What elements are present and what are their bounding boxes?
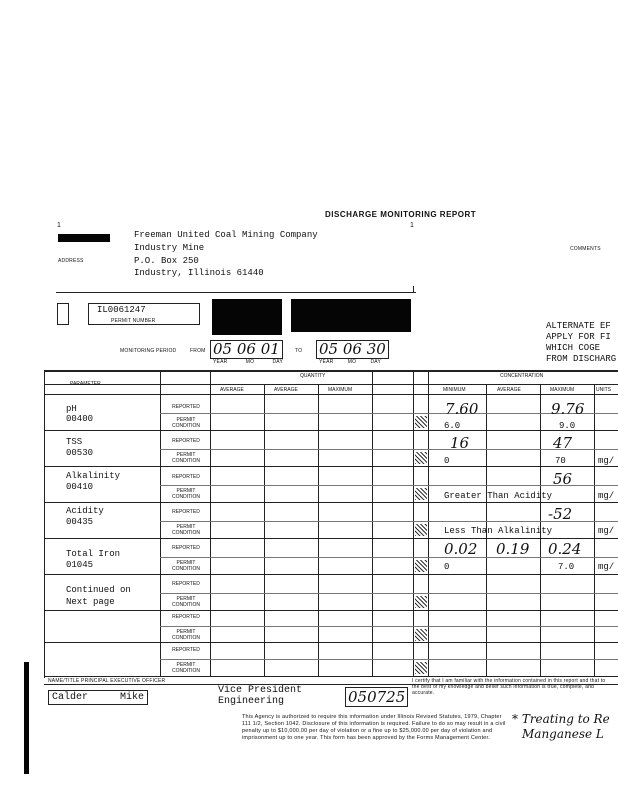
hatch-cell <box>415 629 427 641</box>
units-value: mg/ <box>598 526 615 536</box>
mid-rule <box>160 659 618 660</box>
reported-label: REPORTED <box>172 581 200 587</box>
col-rule <box>594 384 595 676</box>
reported-label: REPORTED <box>172 438 200 444</box>
redaction-box <box>212 299 282 335</box>
average-header: AVERAGE <box>497 387 521 393</box>
side-note-line: FROM DISCHARG <box>546 354 617 364</box>
maximum-header: MAXIMUM <box>328 387 353 393</box>
handwritten-note <box>512 712 610 742</box>
month-label: MO <box>347 359 357 365</box>
param-code: 00530 <box>66 448 94 458</box>
date-sub-labels <box>213 359 283 365</box>
min-permit-value: 6.0 <box>444 421 461 431</box>
year-label: YEAR <box>213 359 228 365</box>
report-title: DISCHARGE MONITORING REPORT <box>325 210 477 219</box>
units-header: UNITS <box>596 387 611 393</box>
to-date <box>316 340 389 359</box>
reported-label: REPORTED <box>172 509 200 515</box>
officer-title-line: Vice President <box>218 685 303 696</box>
permit-label: PERMIT CONDITION <box>171 596 201 608</box>
from-day: 01 <box>260 340 280 358</box>
param-name: Alkalinity <box>66 471 121 481</box>
side-note-line: ALTERNATE EF <box>546 321 611 331</box>
param-name: pH <box>66 404 77 414</box>
officer-last-name: Calder <box>52 692 89 703</box>
hatch-cell <box>415 416 427 428</box>
param-code: 00410 <box>66 482 94 492</box>
reported-label: REPORTED <box>172 545 200 551</box>
max-permit-value: 7.0 <box>558 562 575 572</box>
permit-box-left <box>57 303 69 325</box>
handwritten-note-line: Manganese L <box>522 727 604 741</box>
officer-label: NAME/TITLE PRINCIPAL EXECUTIVE OFFICER <box>48 678 166 684</box>
row-rule <box>44 642 618 643</box>
hatch-cell <box>415 488 427 500</box>
row-rule <box>44 430 618 431</box>
col-rule <box>160 372 161 676</box>
to-month: 06 <box>342 340 362 358</box>
concentration-header: CONCENTRATION <box>500 373 544 379</box>
max-reported-value: 0.24 <box>548 540 582 558</box>
header-right-tick <box>413 286 414 293</box>
from-year: 05 <box>213 340 233 358</box>
agency-text: This Agency is authorized to require this information under Illinois Revised Statutes, 1979, Chapter 111 1/2, Section 1042. Disclosure of this information is required. Failure to do so may result in a civil penalty up to $10,000.00 per day of violation or a fine up to $25,000.00 per day of violation and imprisonment up to one year. This form has been approved by the Forms Management Center. <box>242 714 506 741</box>
average-header: AVERAGE <box>220 387 244 393</box>
certify-text: I certify that I am familiar with the information contained in this report and that to the best of my knowledge and belief such information is true, complete, and accurate. <box>412 678 606 696</box>
col-rule <box>318 384 319 676</box>
side-note-line: APPLY FOR FI <box>546 332 611 342</box>
officer-title <box>218 685 302 707</box>
units-value: mg/ <box>598 491 615 501</box>
day-label: DAY <box>370 359 381 365</box>
hatch-cell <box>415 596 427 608</box>
hatch-cell <box>415 662 427 674</box>
param-name: Acidity <box>66 506 104 516</box>
col-rule <box>264 384 265 676</box>
param-code: 00400 <box>66 414 94 424</box>
row-rule <box>44 538 618 539</box>
mid-rule <box>160 593 618 594</box>
permit-label: PERMIT CONDITION <box>171 417 201 429</box>
monitoring-period-label: MONITORING PERIOD <box>120 348 177 354</box>
min-permit-value: Less Than Alkalinity <box>444 526 553 536</box>
redaction-bar <box>24 662 29 774</box>
hatch-cell <box>415 524 427 536</box>
to-label: TO <box>295 348 303 354</box>
row-rule <box>44 502 618 503</box>
hatch-cell <box>415 452 427 464</box>
quantity-header: QUANTITY <box>300 373 326 379</box>
reported-label: REPORTED <box>172 647 200 653</box>
header-divider <box>56 292 416 293</box>
facility-name: Industry Mine <box>134 243 205 253</box>
param-code: 00435 <box>66 517 94 527</box>
mid-rule <box>160 413 618 414</box>
mid-rule <box>160 485 618 486</box>
permit-number-label: PERMIT NUMBER <box>111 318 156 324</box>
max-reported-value: 47 <box>553 434 573 452</box>
reported-label: REPORTED <box>172 614 200 620</box>
max-permit-value: 70 <box>555 456 566 466</box>
reported-label: REPORTED <box>172 404 200 410</box>
side-note <box>546 321 616 365</box>
to-day: 30 <box>366 340 386 358</box>
day-label: DAY <box>272 359 283 365</box>
units-value: mg/ <box>598 456 615 466</box>
permit-label: PERMIT CONDITION <box>171 524 201 536</box>
corner-mark: 1 <box>57 222 61 229</box>
param-name: TSS <box>66 437 83 447</box>
hatch-cell <box>415 560 427 572</box>
max-permit-value: 9.0 <box>559 421 576 431</box>
min-permit-value: Greater Than Acidity <box>444 491 553 501</box>
officer-name <box>48 690 148 705</box>
comments-label: COMMENTS <box>570 246 601 252</box>
min-permit-value: 0 <box>444 562 450 572</box>
param-name: Total Iron <box>66 549 121 559</box>
col-rule <box>372 372 373 676</box>
address-line1: P.O. Box 250 <box>134 256 199 266</box>
min-permit-value: 0 <box>444 456 450 466</box>
row-rule <box>44 676 618 677</box>
from-date <box>210 340 283 359</box>
max-reported-value: -52 <box>548 505 573 523</box>
table-header-rule <box>44 394 618 395</box>
to-year: 05 <box>319 340 339 358</box>
mid-rule <box>160 626 618 627</box>
permittee-name: Freeman United Coal Mining Company <box>134 230 318 240</box>
permit-number: IL0061247 <box>97 305 146 315</box>
col-rule <box>413 372 414 676</box>
minimum-header: MINIMUM <box>443 387 466 393</box>
mid-rule <box>160 449 618 450</box>
reported-label: REPORTED <box>172 474 200 480</box>
table-header-rule <box>44 384 618 385</box>
permit-label: PERMIT CONDITION <box>171 560 201 572</box>
row-rule <box>44 574 618 575</box>
month-label: MO <box>245 359 255 365</box>
redaction-box <box>58 234 110 242</box>
permit-number-box <box>88 303 200 325</box>
side-note-line: WHICH COGE <box>546 343 601 353</box>
redaction-box <box>291 299 411 332</box>
average-header: AVERAGE <box>274 387 298 393</box>
param-code: 01045 <box>66 560 94 570</box>
permit-label: PERMIT CONDITION <box>171 488 201 500</box>
permit-label: PERMIT CONDITION <box>171 452 201 464</box>
from-month: 06 <box>236 340 256 358</box>
min-reported-value: 7.60 <box>445 400 479 418</box>
maximum-header: MAXIMUM <box>550 387 575 393</box>
data-table <box>44 370 618 678</box>
max-reported-value: 56 <box>553 470 573 488</box>
page-number: 1 <box>410 222 414 229</box>
units-value: mg/ <box>598 562 615 572</box>
parameter-header: PARAMETER <box>70 381 101 387</box>
signature-date: 050725 <box>345 687 408 707</box>
col-rule <box>428 372 429 676</box>
officer-dept-line: Engineering <box>218 696 285 707</box>
avg-reported-value: 0.19 <box>496 540 530 558</box>
max-reported-value: 9.76 <box>551 400 585 418</box>
permit-label: PERMIT CONDITION <box>171 629 201 641</box>
officer-first-name: Mike <box>120 692 145 703</box>
param-name: Continued on <box>66 585 131 595</box>
date-sub-labels <box>319 359 381 365</box>
year-label: YEAR <box>319 359 334 365</box>
row-rule <box>44 466 618 467</box>
param-code: Next page <box>66 597 115 607</box>
from-label: FROM <box>190 348 206 354</box>
col-rule <box>210 372 211 676</box>
address-line2: Industry, Illinois 61440 <box>134 268 264 278</box>
handwritten-note-line: * Treating to Re <box>512 712 610 726</box>
address-label: ADDRESS <box>58 258 84 264</box>
min-reported-value: 16 <box>450 434 470 452</box>
permit-label: PERMIT CONDITION <box>171 662 201 674</box>
min-reported-value: 0.02 <box>444 540 478 558</box>
row-rule <box>44 610 618 611</box>
